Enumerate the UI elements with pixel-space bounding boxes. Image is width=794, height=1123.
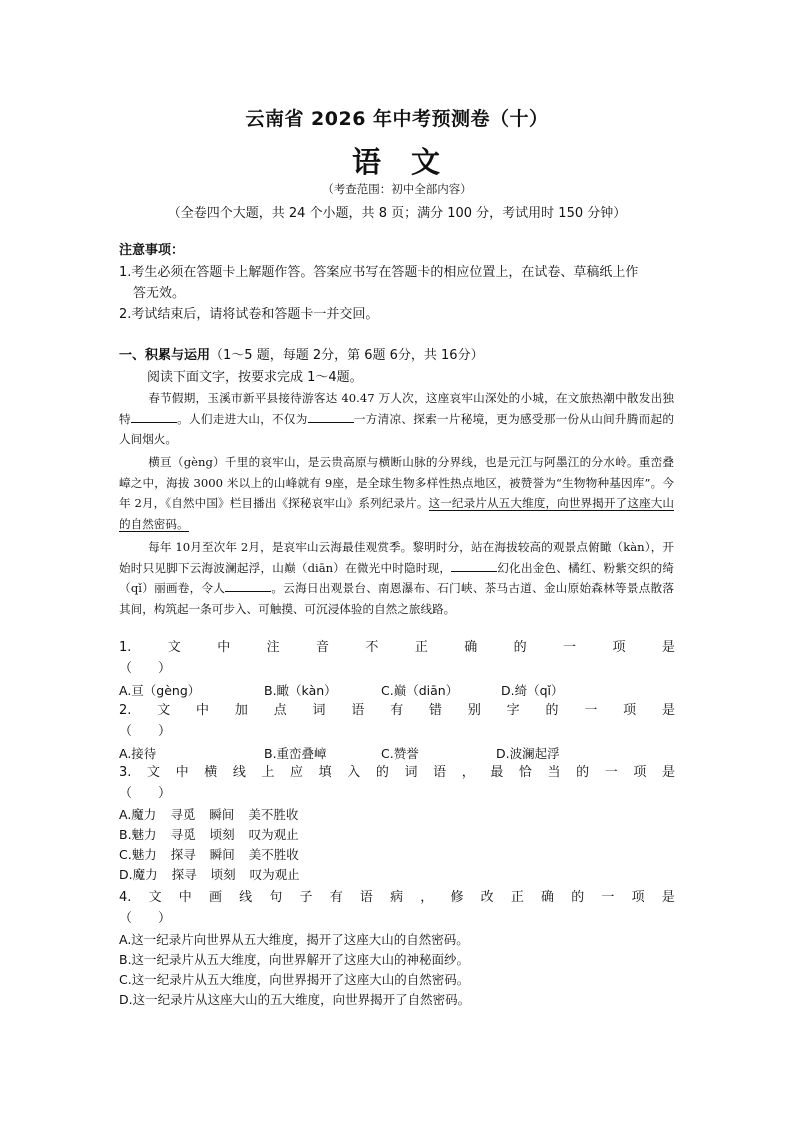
notice-item-1-cont: 答无效。 xyxy=(133,286,186,301)
stem-char: 线 xyxy=(232,765,246,780)
stem-char: 文 xyxy=(147,765,161,780)
stem-char: 1. xyxy=(119,640,132,655)
option-c[interactable]: C.巅（diān） xyxy=(381,683,459,698)
answer-parenthesis: （ ） xyxy=(119,786,172,801)
stem-char: 是 xyxy=(661,703,675,718)
answer-parenthesis: （ ） xyxy=(119,724,172,739)
option-b[interactable]: B.这一纪录片从五大维度，向世界解开了这座大山的神秘面纱。 xyxy=(119,952,470,967)
exam-scope: （考查范围：初中全部内容） xyxy=(322,182,472,196)
stem-char: 的 xyxy=(375,765,389,780)
fill-blank-3 xyxy=(451,559,497,572)
fill-blank-2 xyxy=(308,410,354,423)
stem-char: ， xyxy=(420,890,434,905)
stem-char: 是 xyxy=(661,640,675,655)
passage-text: 春节假期，玉溪市新平县接待游客达 40.47 万人次，这座哀牢山深处的小城，在文旅热潮中散发出独特 xyxy=(119,391,674,426)
passage-paragraph-1 xyxy=(119,388,674,450)
stem-char: 有 xyxy=(390,703,404,718)
stem-char: 词 xyxy=(404,765,418,780)
question-2-stem xyxy=(119,700,675,721)
subject-char-2: 文 xyxy=(411,145,443,179)
section-1-note: （1～5 题，每题 2分，第 6题 6分，共 16分） xyxy=(210,348,484,363)
stem-char: 中 xyxy=(175,765,189,780)
passage-text: 。人们走进大山，不仅为 xyxy=(176,411,308,426)
option-b[interactable]: B.魅力 寻觅 顷刻 叹为观止 xyxy=(119,827,299,842)
stem-char: 修 xyxy=(450,890,464,905)
question-3-stem xyxy=(119,762,675,783)
stem-char: 文 xyxy=(148,890,162,905)
stem-char: 子 xyxy=(299,890,313,905)
option-a[interactable]: A.这一纪录片向世界从五大维度，揭开了这座大山的自然密码。 xyxy=(119,932,469,947)
stem-char: 横 xyxy=(204,765,218,780)
stem-char: 是 xyxy=(661,890,675,905)
answer-parenthesis: （ ） xyxy=(119,661,172,676)
question-1-stem xyxy=(119,637,675,658)
stem-char: 应 xyxy=(290,765,304,780)
stem-char: 音 xyxy=(316,640,330,655)
option-a[interactable]: A.魔力 寻觅 瞬间 美不胜收 xyxy=(119,807,299,822)
question-4-stem xyxy=(119,887,675,908)
stem-char: 文 xyxy=(157,703,171,718)
stem-char: 填 xyxy=(318,765,332,780)
stem-char: 中 xyxy=(217,640,231,655)
passage-text: 幻化出金色、橘红、粉紫交织的绮（qǐ）丽画卷，令人 xyxy=(119,560,674,595)
option-d[interactable]: D.波澜起浮 xyxy=(496,746,560,761)
passage-text: 。云海日出观景台、南恩瀑布、石门峡、茶马古道、金山原始森林等景点散落其间，构筑起一条可步入、可触摸、可沉浸体验的自然之旅线路。 xyxy=(119,581,674,616)
stem-char: 点 xyxy=(273,703,287,718)
stem-char: 一 xyxy=(601,890,615,905)
stem-char: 恰 xyxy=(518,765,532,780)
stem-char: 一 xyxy=(604,765,618,780)
stem-char: 加 xyxy=(234,703,248,718)
stem-char: 项 xyxy=(633,765,647,780)
stem-char: 最 xyxy=(490,765,504,780)
fill-blank-1 xyxy=(131,410,177,423)
stem-char: 的 xyxy=(576,765,590,780)
passage-text: 每年 10月至次年 2月，是哀牢山云海最佳观赏季。黎明时分，站在海拔较高的观景点俯瞰（kàn），开始时只见脚下云海波澜起浮，山巅（diān）在微光中时隐时现， xyxy=(119,540,674,575)
stem-char: 一 xyxy=(584,703,598,718)
stem-char: 线 xyxy=(239,890,253,905)
option-d[interactable]: D.魔力 探寻 顷刻 叹为观止 xyxy=(119,867,300,882)
stem-char: 注 xyxy=(266,640,280,655)
stem-char: 画 xyxy=(208,890,222,905)
stem-char: 改 xyxy=(480,890,494,905)
stem-char: 文 xyxy=(167,640,181,655)
stem-char: 语 xyxy=(433,765,447,780)
section-1-intro: 阅读下面文字，按要求完成 1～4题。 xyxy=(147,370,363,385)
notice-item-1: 1.考生必须在答题卡上解题作答。答案应书写在答题卡的相应位置上，在试卷、草稿纸上作 xyxy=(119,265,639,280)
passage-paragraph-3 xyxy=(119,537,674,619)
stem-char: 中 xyxy=(178,890,192,905)
stem-char: 项 xyxy=(631,890,645,905)
question-3 xyxy=(119,762,675,804)
stem-char: 当 xyxy=(547,765,561,780)
stem-char: 语 xyxy=(359,890,373,905)
stem-char: 正 xyxy=(414,640,428,655)
stem-char: 4. xyxy=(119,890,132,905)
stem-char: 的 xyxy=(545,703,559,718)
notice-item-2: 2.考试结束后，请将试卷和答题卡一并交回。 xyxy=(119,307,379,322)
stem-char: 项 xyxy=(623,703,637,718)
stem-char: 是 xyxy=(661,765,675,780)
exam-title: 云南省 2026 年中考预测卷（十） xyxy=(245,108,549,130)
fill-blank-4 xyxy=(225,579,271,592)
stem-char: 字 xyxy=(506,703,520,718)
subject-char-1: 语 xyxy=(351,145,383,179)
stem-char: 项 xyxy=(612,640,626,655)
option-d[interactable]: D.这一纪录片从这座大山的五大维度，向世界揭开了自然密码。 xyxy=(119,992,471,1007)
subject-title xyxy=(0,140,794,181)
question-1 xyxy=(119,637,675,679)
stem-char: 上 xyxy=(261,765,275,780)
section-1-title: 一、积累与运用 xyxy=(119,348,211,363)
stem-char: 病 xyxy=(390,890,404,905)
stem-char: 语 xyxy=(351,703,365,718)
exam-info: （全卷四个大题，共 24 个小题，共 8 页；满分 100 分，考试用时 150 分钟） xyxy=(167,206,627,221)
stem-char: 3. xyxy=(119,765,132,780)
section-1-heading xyxy=(119,346,484,366)
stem-char: 别 xyxy=(467,703,481,718)
stem-char: 的 xyxy=(513,640,527,655)
option-c[interactable]: C.这一纪录片从五大维度，向世界揭开了这座大山的自然密码。 xyxy=(119,972,470,987)
stem-char: 2. xyxy=(119,703,132,718)
question-4 xyxy=(119,887,675,929)
answer-parenthesis: （ ） xyxy=(119,911,172,926)
stem-char: 错 xyxy=(429,703,443,718)
passage-text: 横亘（gèng）千里的哀牢山，是云贵高原与横断山脉的分界线，也是元江与阿墨江的分水岭。重峦叠嶂之中，海拔 3000 米以上的山峰就有 9座，是全球生物多样性热点地区，被赞誉为“生物物种基因库”。今年 2月，《自然中国》栏目播出《探秘哀牢山》系列纪录片。 xyxy=(119,455,674,510)
option-b[interactable]: B.重峦叠嶂 xyxy=(264,746,327,761)
option-d[interactable]: D.绮（qǐ） xyxy=(501,683,564,698)
stem-char: 不 xyxy=(365,640,379,655)
stem-char: 正 xyxy=(510,890,524,905)
notice-heading: 注意事项： xyxy=(119,243,185,258)
stem-char: 句 xyxy=(269,890,283,905)
passage-paragraph-2 xyxy=(119,452,674,534)
stem-char: 确 xyxy=(541,890,555,905)
option-a[interactable]: A.接待 xyxy=(119,746,157,761)
option-c[interactable]: C.魅力 探寻 瞬间 美不胜收 xyxy=(119,847,299,862)
option-a[interactable]: A.亘（gèng） xyxy=(119,683,201,698)
stem-char: ， xyxy=(461,765,475,780)
stem-char: 的 xyxy=(571,890,585,905)
question-2 xyxy=(119,700,675,742)
stem-char: 词 xyxy=(312,703,326,718)
stem-char: 确 xyxy=(464,640,478,655)
underlined-sentence: 这一纪录片从五大维度，向世界揭开了这座大山的自然密码。 xyxy=(119,496,674,531)
passage-text: 一方清凉、探索一片秘境，更为感受那一份从山间升腾而起的人间烟火。 xyxy=(119,411,674,446)
stem-char: 中 xyxy=(196,703,210,718)
option-b[interactable]: B.瞰（kàn） xyxy=(264,683,337,698)
option-c[interactable]: C.赞誉 xyxy=(381,746,419,761)
stem-char: 有 xyxy=(329,890,343,905)
stem-char: 入 xyxy=(347,765,361,780)
stem-char: 一 xyxy=(563,640,577,655)
